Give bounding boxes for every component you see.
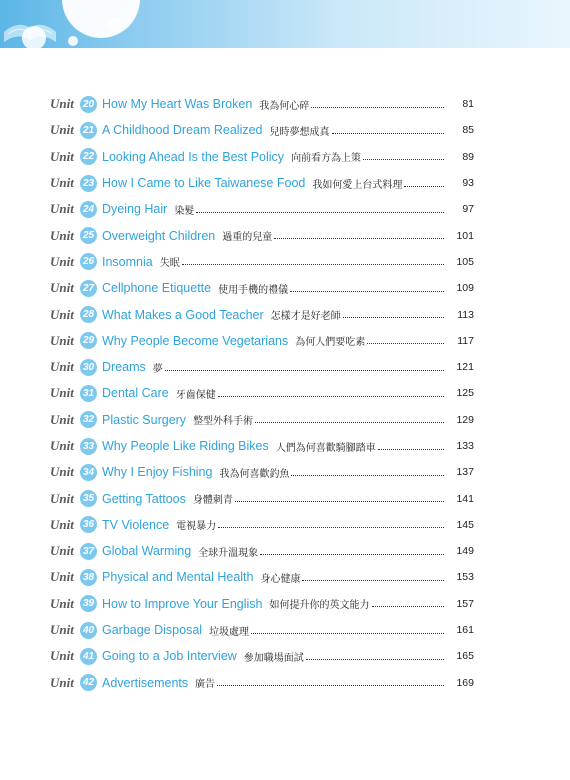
dot-leader <box>290 291 444 292</box>
unit-number-badge: 32 <box>80 411 97 428</box>
chinese-title: 我為何心碎 <box>259 100 310 112</box>
chinese-title: 失眠 <box>159 258 180 270</box>
page-number: 105 <box>456 255 474 268</box>
page-number: 145 <box>456 518 474 531</box>
toc-entry[interactable] <box>50 222 474 248</box>
dot-leader <box>332 133 444 134</box>
dot-leader <box>302 580 444 581</box>
chinese-title: 夢 <box>152 363 163 375</box>
chinese-title: 染髮 <box>174 205 195 217</box>
english-title[interactable]: How to Improve Your English <box>102 596 263 611</box>
toc-entry[interactable] <box>50 301 474 327</box>
dot-leader <box>182 264 444 265</box>
unit-label: Unit <box>50 122 74 138</box>
toc-entry[interactable] <box>50 91 474 117</box>
chinese-title: 參加職場面試 <box>243 652 304 664</box>
unit-number-badge: 39 <box>80 595 97 612</box>
unit-label: Unit <box>50 175 74 191</box>
toc-entry[interactable] <box>50 354 474 380</box>
english-title[interactable]: Looking Ahead Is the Best Policy <box>102 149 285 164</box>
toc-entry[interactable] <box>50 538 474 564</box>
unit-label: Unit <box>50 227 74 243</box>
english-title[interactable]: Overweight Children <box>102 228 216 243</box>
decorative-bubble <box>22 26 46 50</box>
decorative-bubble <box>108 18 122 32</box>
unit-number-badge: 24 <box>80 201 97 218</box>
english-title[interactable]: Insomnia <box>102 254 153 269</box>
unit-number-badge: 35 <box>80 490 97 507</box>
unit-number-badge: 25 <box>80 227 97 244</box>
page-number: 149 <box>456 545 474 558</box>
page-number: 113 <box>457 308 474 321</box>
chinese-title: 身心健康 <box>260 573 301 585</box>
english-title[interactable]: A Childhood Dream Realized <box>102 123 263 138</box>
unit-label: Unit <box>50 543 74 559</box>
english-title[interactable]: Going to a Job Interview <box>102 649 237 664</box>
chinese-title: 如何提升你的英文能力 <box>269 600 370 612</box>
unit-number-badge: 20 <box>80 96 97 113</box>
unit-label: Unit <box>50 438 74 453</box>
dot-leader <box>217 685 444 686</box>
toc-entry[interactable] <box>50 643 474 669</box>
toc-entry[interactable] <box>50 407 474 433</box>
unit-number-badge: 41 <box>80 648 97 665</box>
unit-label: Unit <box>50 674 74 690</box>
chinese-title: 牙齒保健 <box>175 389 216 401</box>
dot-leader <box>196 212 444 213</box>
chinese-title: 全球升溫現象 <box>198 547 259 559</box>
chinese-title: 我為何喜歡釣魚 <box>219 468 290 480</box>
english-title[interactable]: Global Warming <box>102 544 192 559</box>
unit-number-badge: 21 <box>80 122 97 139</box>
unit-number-badge: 38 <box>80 569 97 586</box>
english-title[interactable]: How My Heart Was Broken <box>102 97 253 112</box>
dot-leader <box>363 159 444 160</box>
chinese-title: 向前看方為上策 <box>291 153 362 165</box>
page-number: 169 <box>456 676 474 689</box>
unit-number-badge: 22 <box>80 148 97 165</box>
unit-label: Unit <box>50 306 74 322</box>
chinese-title: 過重的兒童 <box>222 232 273 244</box>
english-title[interactable]: Dental Care <box>102 386 169 401</box>
english-title[interactable]: Getting Tattoos <box>102 491 186 506</box>
english-title[interactable]: Why I Enjoy Fishing <box>102 465 213 480</box>
chinese-title: 為何人們要吃素 <box>295 337 366 349</box>
toc-entry[interactable] <box>50 670 474 696</box>
toc-entry[interactable] <box>50 328 474 354</box>
toc-entry[interactable] <box>50 433 474 459</box>
chinese-title: 廣告 <box>195 679 216 691</box>
page-number: 89 <box>462 150 474 163</box>
table-of-contents <box>50 91 474 696</box>
dot-leader <box>311 107 444 108</box>
chinese-title: 垃圾處理 <box>209 626 250 638</box>
english-title[interactable]: Garbage Disposal <box>102 623 203 638</box>
unit-label: Unit <box>50 648 74 664</box>
chinese-title: 怎樣才是好老師 <box>270 311 341 323</box>
toc-entry[interactable] <box>50 275 474 301</box>
english-title[interactable]: Cellphone Etiquette <box>102 281 212 296</box>
page-number: 141 <box>456 492 474 505</box>
page-number: 93 <box>462 177 474 190</box>
unit-number-badge: 27 <box>80 280 97 297</box>
decorative-bubble <box>62 0 140 38</box>
page-number: 153 <box>456 571 474 584</box>
chinese-title: 整型外科手術 <box>193 416 254 428</box>
english-title[interactable]: Plastic Surgery <box>102 412 187 427</box>
english-title[interactable]: Dreams <box>102 360 146 375</box>
unit-number-badge: 42 <box>80 674 97 691</box>
dot-leader <box>235 501 444 502</box>
unit-number-badge: 23 <box>80 175 97 192</box>
unit-label: Unit <box>50 595 74 611</box>
toc-entry[interactable] <box>50 591 474 617</box>
dot-leader <box>343 317 444 318</box>
unit-number-badge: 26 <box>80 253 97 270</box>
header-banner <box>0 0 570 48</box>
page-number: 97 <box>462 203 474 216</box>
chinese-title: 兒時夢想成真 <box>269 126 330 138</box>
page-number: 125 <box>456 387 474 400</box>
dot-leader <box>372 606 444 607</box>
page-number: 81 <box>462 98 474 111</box>
unit-number-badge: 31 <box>80 385 97 402</box>
page-number: 117 <box>457 334 474 347</box>
toc-entry[interactable] <box>50 380 474 406</box>
page-number: 133 <box>456 440 474 452</box>
english-title[interactable]: TV Violence <box>102 517 170 532</box>
unit-number-badge: 40 <box>80 622 97 639</box>
english-title[interactable]: Why People Like Riding Bikes <box>102 439 269 453</box>
unit-label: Unit <box>50 96 74 112</box>
dot-leader <box>367 343 444 344</box>
english-title[interactable]: Advertisements <box>102 675 189 690</box>
unit-number-badge: 30 <box>80 359 97 376</box>
dot-leader <box>291 475 444 476</box>
toc-entry[interactable] <box>50 170 474 196</box>
dot-leader <box>165 370 444 371</box>
english-title[interactable]: What Makes a Good Teacher <box>102 307 264 322</box>
toc-entry[interactable] <box>50 485 474 511</box>
page-number: 137 <box>456 466 474 479</box>
toc-entry[interactable] <box>50 564 474 590</box>
toc-entry[interactable] <box>50 249 474 275</box>
dot-leader <box>378 449 444 450</box>
page-number: 109 <box>456 282 474 295</box>
unit-number-badge: 33 <box>80 438 97 455</box>
unit-label: Unit <box>50 280 74 296</box>
english-title[interactable]: How I Came to Like Taiwanese Food <box>102 176 306 191</box>
chinese-title: 電視暴力 <box>176 521 217 533</box>
toc-entry[interactable] <box>50 117 474 143</box>
dot-leader <box>306 659 444 660</box>
unit-label: Unit <box>50 359 74 375</box>
unit-label: Unit <box>50 201 74 217</box>
unit-number-badge: 34 <box>80 464 97 481</box>
unit-number-badge: 29 <box>80 332 97 349</box>
unit-label: Unit <box>50 622 74 638</box>
english-title[interactable]: Physical and Mental Health <box>102 570 254 585</box>
dot-leader <box>218 527 444 528</box>
page-number: 165 <box>456 650 474 663</box>
chinese-title: 人們為何喜歡騎腳踏車 <box>275 442 376 454</box>
dot-leader <box>260 554 444 555</box>
unit-label: Unit <box>50 490 74 506</box>
unit-number-badge: 28 <box>80 306 97 323</box>
dot-leader <box>274 238 444 239</box>
unit-label: Unit <box>50 464 74 480</box>
unit-label: Unit <box>50 148 74 164</box>
unit-label: Unit <box>50 411 74 427</box>
unit-label: Unit <box>50 385 74 401</box>
page-number: 121 <box>456 361 474 374</box>
toc-entry[interactable] <box>50 196 474 222</box>
page-number: 129 <box>456 413 474 426</box>
toc-entry[interactable] <box>50 512 474 538</box>
page-number: 85 <box>462 124 474 137</box>
dot-leader <box>251 633 444 634</box>
toc-entry[interactable] <box>50 617 474 643</box>
unit-number-badge: 37 <box>80 543 97 560</box>
unit-label: Unit <box>50 569 74 585</box>
dot-leader <box>404 186 444 187</box>
decorative-bubble <box>68 36 78 46</box>
unit-number-badge: 36 <box>80 516 97 533</box>
chinese-title: 我如何愛上台式料理 <box>312 179 403 191</box>
chinese-title: 使用手機的禮儀 <box>218 284 289 296</box>
unit-label: Unit <box>50 253 74 269</box>
toc-entry[interactable] <box>50 459 474 485</box>
unit-label: Unit <box>50 332 74 348</box>
chinese-title: 身體刺青 <box>192 495 233 507</box>
unit-label: Unit <box>50 516 74 532</box>
page-number: 161 <box>456 624 474 637</box>
page-number: 101 <box>456 229 474 242</box>
dot-leader <box>218 396 444 397</box>
dot-leader <box>255 422 444 423</box>
english-title[interactable]: Why People Become Vegetarians <box>102 333 289 348</box>
page-number: 157 <box>456 597 474 610</box>
english-title[interactable]: Dyeing Hair <box>102 202 168 217</box>
toc-entry[interactable] <box>50 144 474 170</box>
